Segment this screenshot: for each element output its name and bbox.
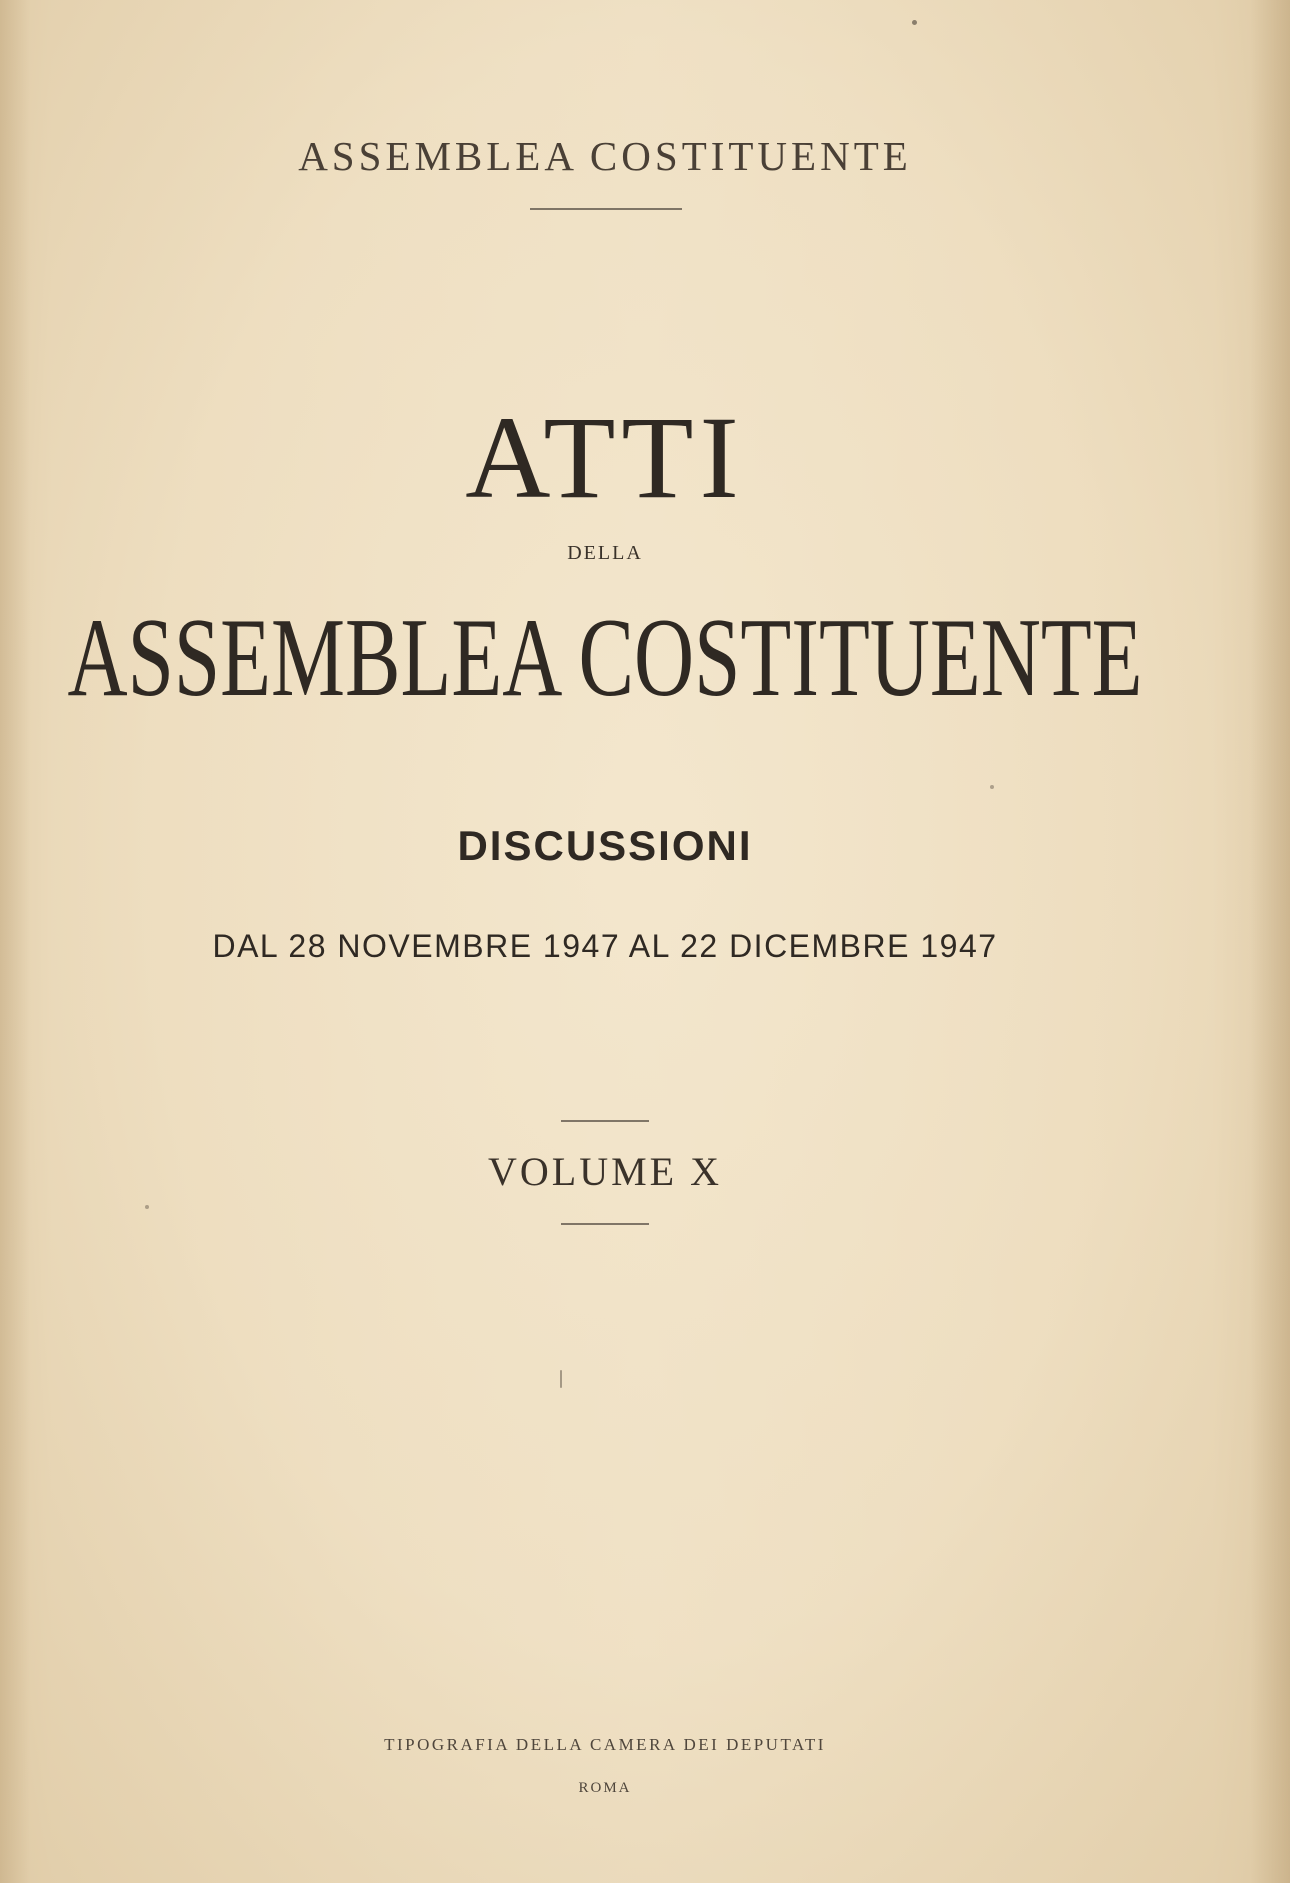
paper-mark [560,1370,562,1388]
section-title: DISCUSSIONI [457,822,753,869]
date-range: DAL 28 NOVEMBRE 1947 AL 22 DICEMBRE 1947 [212,928,998,964]
header-divider [530,208,682,210]
volume-divider-top [561,1120,649,1122]
right-edge-shadow [1250,0,1290,1883]
subtitle-svg [55,595,1155,725]
volume-divider-bottom [561,1223,649,1225]
connector-text: DELLA [567,542,643,564]
paper-speck [912,20,917,25]
volume-label: VOLUME X [488,1149,722,1194]
paper-speck [990,785,994,789]
header-title: ASSEMBLEA COSTITUENTE [298,133,912,179]
subtitle [0,595,1210,725]
paper-speck [145,1205,149,1209]
city-imprint: ROMA [578,1780,632,1796]
main-title: ATTI [465,392,745,523]
subtitle-text: ASSEMBLEA COSTITUENTE [67,596,1143,720]
printer-imprint: TIPOGRAFIA DELLA CAMERA DEI DEPUTATI [384,1735,826,1754]
